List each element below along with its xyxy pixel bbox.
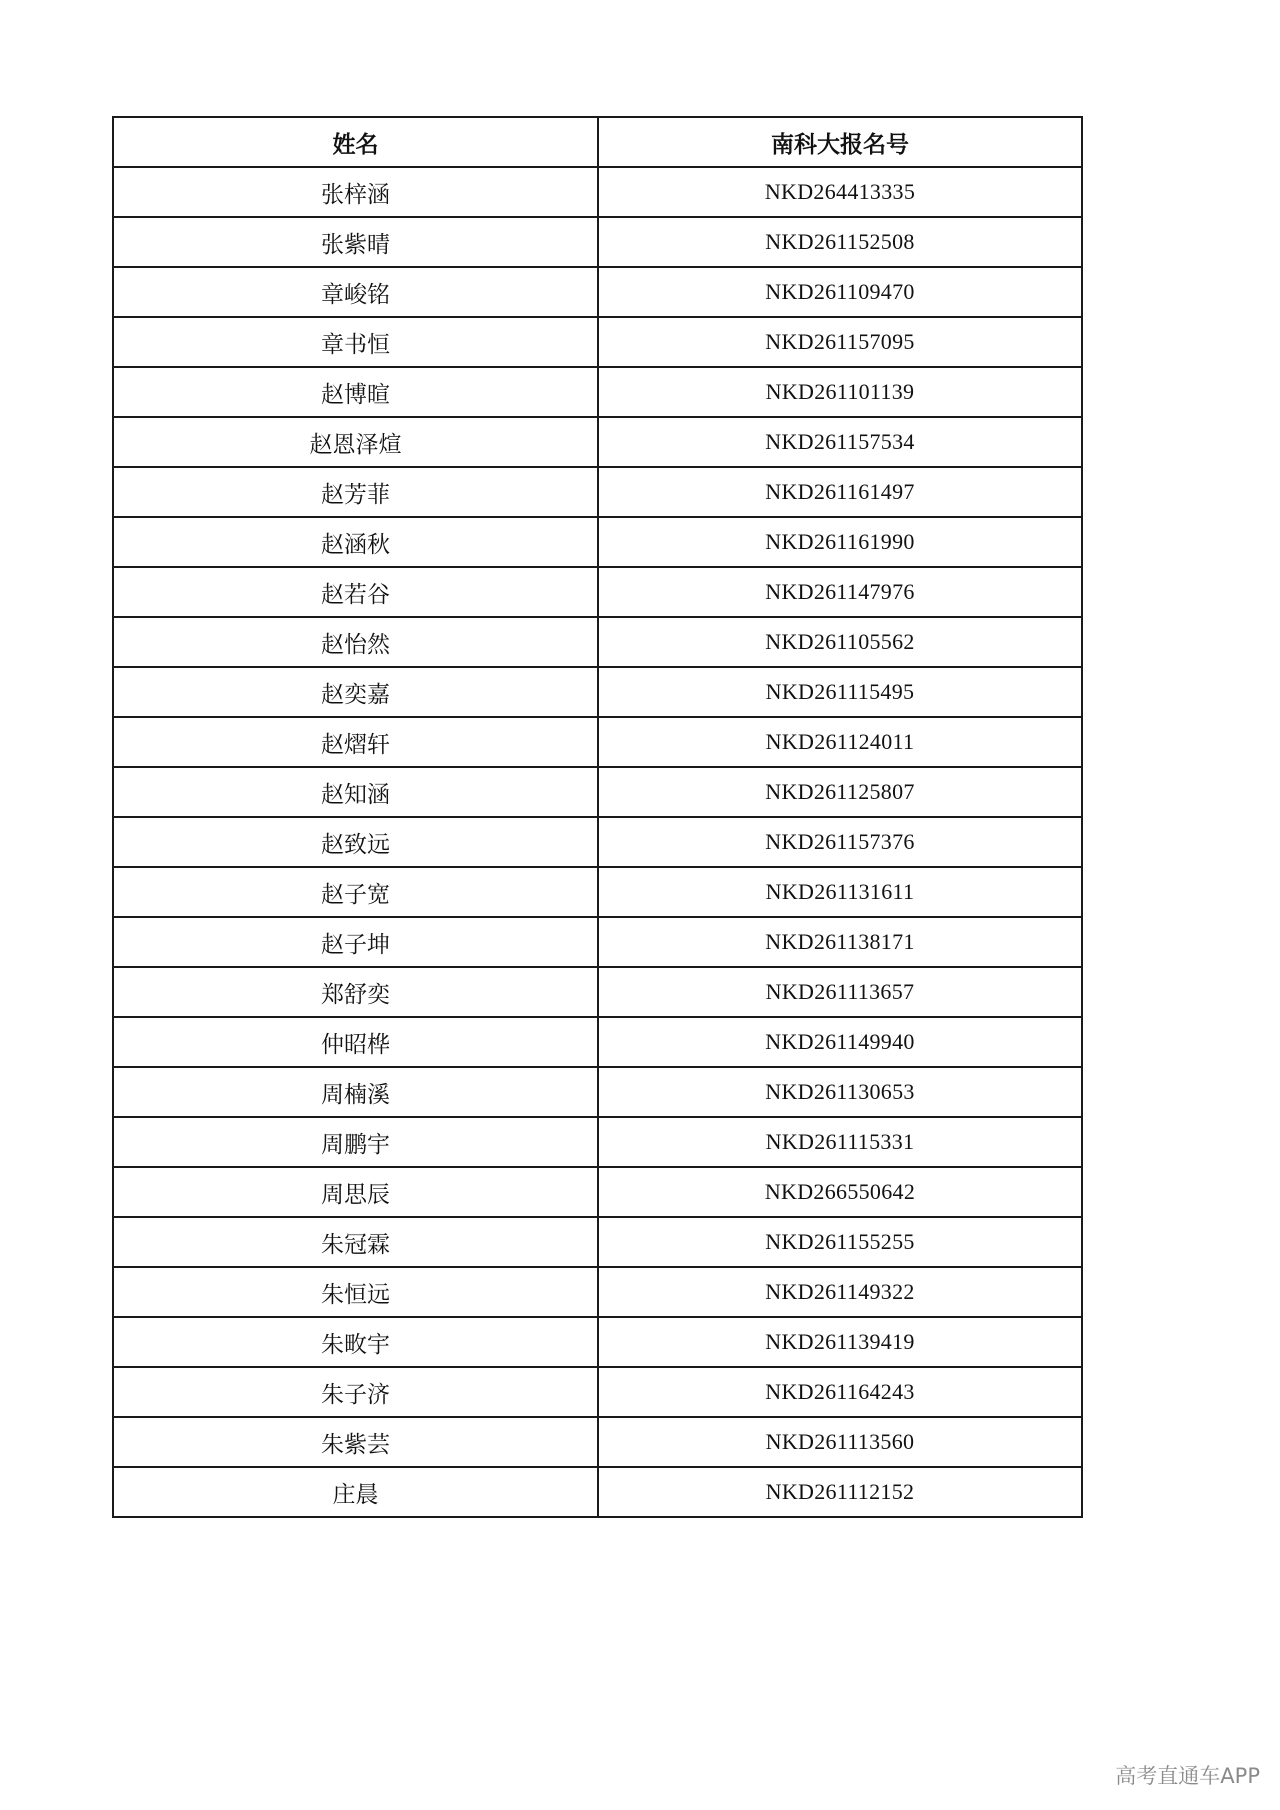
registration-number-cell: NKD261125807 [598,767,1082,817]
student-name-cell: 朱紫芸 [113,1417,598,1467]
registration-number-cell: NKD261113560 [598,1417,1082,1467]
table-row [113,1367,1082,1417]
table-row [113,217,1082,267]
student-name-cell: 朱冠霖 [113,1217,598,1267]
table-row [113,367,1082,417]
student-name-cell: 仲昭桦 [113,1017,598,1067]
table-row [113,1467,1082,1517]
registration-number-cell: NKD261157534 [598,417,1082,467]
table-row [113,1267,1082,1317]
registration-number-cell: NKD261131611 [598,867,1082,917]
student-name-cell: 朱恒远 [113,1267,598,1317]
table-row [113,517,1082,567]
registration-number-cell: NKD261149322 [598,1267,1082,1317]
student-name-cell: 朱子济 [113,1367,598,1417]
registration-number-cell: NKD261112152 [598,1467,1082,1517]
registration-number-cell: NKD261115331 [598,1117,1082,1167]
registration-number-cell: NKD261113657 [598,967,1082,1017]
student-name-cell: 朱畋宇 [113,1317,598,1367]
student-name-cell: 赵涵秋 [113,517,598,567]
registration-number-cell: NKD261152508 [598,217,1082,267]
table-row [113,817,1082,867]
registration-number-cell: NKD261138171 [598,917,1082,967]
student-name-cell: 张紫晴 [113,217,598,267]
table-row [113,567,1082,617]
student-name-cell: 章峻铭 [113,267,598,317]
student-name-cell: 赵熠轩 [113,717,598,767]
registration-number-cell: NKD261105562 [598,617,1082,667]
student-name-cell: 周楠溪 [113,1067,598,1117]
student-name-cell: 张梓涵 [113,167,598,217]
registration-number-cell: NKD261155255 [598,1217,1082,1267]
header-row [113,117,1082,167]
registration-number-cell: NKD261130653 [598,1067,1082,1117]
table-row [113,617,1082,667]
table-row [113,767,1082,817]
student-name-cell: 赵致远 [113,817,598,867]
header-name: 姓名 [113,117,598,167]
registration-number-cell: NKD261161990 [598,517,1082,567]
student-name-cell: 赵芳菲 [113,467,598,517]
registration-number-cell: NKD261157095 [598,317,1082,367]
registration-number-cell: NKD261149940 [598,1017,1082,1067]
table-row [113,1417,1082,1467]
table-row [113,867,1082,917]
registration-number-cell: NKD261161497 [598,467,1082,517]
student-name-cell: 赵若谷 [113,567,598,617]
student-name-cell: 赵知涵 [113,767,598,817]
student-name-cell: 赵奕嘉 [113,667,598,717]
table-row [113,267,1082,317]
student-name-cell: 赵子坤 [113,917,598,967]
table-row [113,1217,1082,1267]
student-name-cell: 赵恩泽煊 [113,417,598,467]
table-row [113,417,1082,467]
table-body [113,167,1082,1517]
student-name-cell: 郑舒奕 [113,967,598,1017]
registration-number-cell: NKD261124011 [598,717,1082,767]
student-name-cell: 庄晨 [113,1467,598,1517]
student-name-cell: 赵博暄 [113,367,598,417]
registration-number-cell: NKD261109470 [598,267,1082,317]
table-row [113,1017,1082,1067]
registration-number-cell: NKD261147976 [598,567,1082,617]
student-name-cell: 赵怡然 [113,617,598,667]
registration-number-cell: NKD266550642 [598,1167,1082,1217]
table-row [113,1317,1082,1367]
table-row [113,317,1082,367]
registration-number-cell: NKD261101139 [598,367,1082,417]
table-row [113,167,1082,217]
registration-number-cell: NKD261115495 [598,667,1082,717]
registration-number-cell: NKD261157376 [598,817,1082,867]
watermark: 高考直通车APP [1115,1764,1260,1788]
registration-number-cell: NKD264413335 [598,167,1082,217]
table-row [113,717,1082,767]
table-row [113,917,1082,967]
table-row [113,1117,1082,1167]
registration-table [112,116,1083,1518]
header-registration-number: 南科大报名号 [598,117,1082,167]
registration-number-cell: NKD261139419 [598,1317,1082,1367]
registration-number-cell: NKD261164243 [598,1367,1082,1417]
table-row [113,467,1082,517]
table-row [113,1067,1082,1117]
student-name-cell: 周鹏宇 [113,1117,598,1167]
table-row [113,967,1082,1017]
student-name-cell: 周思辰 [113,1167,598,1217]
student-name-cell: 章书恒 [113,317,598,367]
table-row [113,667,1082,717]
student-name-cell: 赵子宽 [113,867,598,917]
table-row [113,1167,1082,1217]
